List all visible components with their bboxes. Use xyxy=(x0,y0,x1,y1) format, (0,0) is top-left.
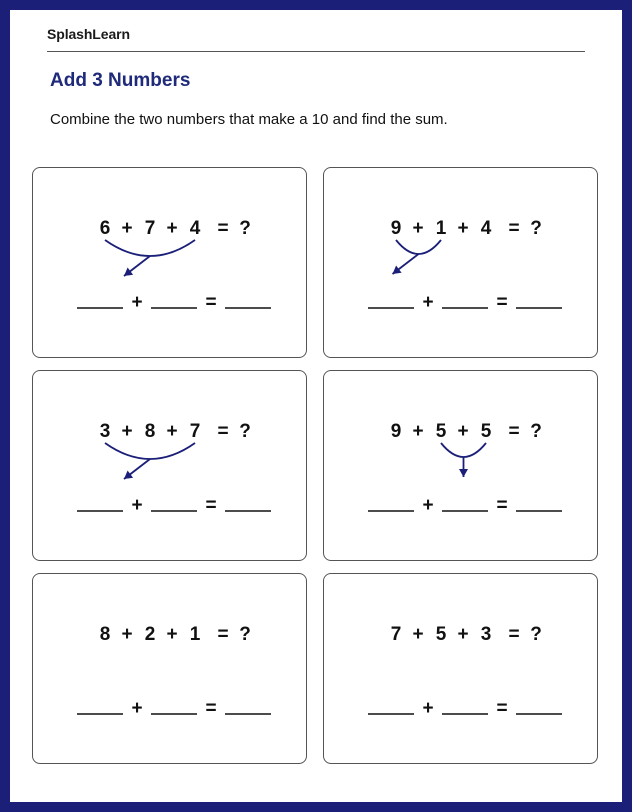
plus-sign: + xyxy=(412,421,424,442)
equation-term: 4 xyxy=(189,218,201,239)
equation-term: 1 xyxy=(435,218,447,239)
question-mark: ? xyxy=(530,218,542,239)
answer-equals-sign: = xyxy=(496,292,508,313)
answer-plus-sign: + xyxy=(131,292,143,313)
problem-card xyxy=(323,167,598,358)
plus-sign: + xyxy=(121,421,133,442)
grouping-bracket xyxy=(441,443,486,457)
problem-card xyxy=(323,370,598,561)
plus-sign: + xyxy=(457,624,469,645)
answer-equals-sign: = xyxy=(496,698,508,719)
plus-sign: + xyxy=(121,218,133,239)
arrow-head xyxy=(124,268,133,276)
equation-term: 5 xyxy=(480,421,492,442)
problem-figure xyxy=(324,574,597,763)
problem-card xyxy=(32,370,307,561)
worksheet-page xyxy=(10,10,622,802)
problem-card xyxy=(32,167,307,358)
answer-plus-sign: + xyxy=(131,495,143,516)
equals-sign: = xyxy=(217,218,229,239)
plus-sign: + xyxy=(166,218,178,239)
worksheet-title: Add 3 Numbers xyxy=(50,70,191,91)
problem-card xyxy=(32,573,307,764)
equation-term: 6 xyxy=(99,218,111,239)
equation-term: 9 xyxy=(390,218,402,239)
equals-sign: = xyxy=(217,624,229,645)
equation-term: 7 xyxy=(189,421,201,442)
answer-plus-sign: + xyxy=(422,698,434,719)
answer-equals-sign: = xyxy=(496,495,508,516)
equation-term: 3 xyxy=(99,421,111,442)
equation-term: 8 xyxy=(99,624,111,645)
problem-figure xyxy=(324,371,597,560)
equals-sign: = xyxy=(508,624,520,645)
equation-term: 8 xyxy=(144,421,156,442)
equals-sign: = xyxy=(508,421,520,442)
plus-sign: + xyxy=(412,218,424,239)
equation-term: 1 xyxy=(189,624,201,645)
answer-equals-sign: = xyxy=(205,292,217,313)
question-mark: ? xyxy=(530,421,542,442)
problem-figure xyxy=(33,574,306,763)
answer-plus-sign: + xyxy=(422,495,434,516)
plus-sign: + xyxy=(457,421,469,442)
header-divider xyxy=(47,51,585,52)
equation-term: 2 xyxy=(144,624,156,645)
question-mark: ? xyxy=(239,218,251,239)
equation-term: 5 xyxy=(435,624,447,645)
arrow-head xyxy=(393,266,402,274)
question-mark: ? xyxy=(239,624,251,645)
equation-term: 4 xyxy=(480,218,492,239)
answer-plus-sign: + xyxy=(422,292,434,313)
plus-sign: + xyxy=(166,421,178,442)
problem-figure xyxy=(33,168,306,357)
equation-term: 9 xyxy=(390,421,402,442)
plus-sign: + xyxy=(121,624,133,645)
problem-figure xyxy=(324,168,597,357)
plus-sign: + xyxy=(457,218,469,239)
grouping-bracket xyxy=(105,240,195,256)
arrow-head xyxy=(459,469,468,477)
equation-term: 5 xyxy=(435,421,447,442)
plus-sign: + xyxy=(166,624,178,645)
grouping-bracket xyxy=(396,240,441,254)
brand-logo: SplashLearn xyxy=(47,26,130,42)
answer-equals-sign: = xyxy=(205,698,217,719)
equation-term: 3 xyxy=(480,624,492,645)
problem-card xyxy=(323,573,598,764)
grouping-bracket xyxy=(105,443,195,459)
problem-figure xyxy=(33,371,306,560)
instructions: Combine the two numbers that make a 10 and find the sum. xyxy=(50,111,448,128)
answer-equals-sign: = xyxy=(205,495,217,516)
equation-term: 7 xyxy=(144,218,156,239)
equals-sign: = xyxy=(217,421,229,442)
answer-plus-sign: + xyxy=(131,698,143,719)
equals-sign: = xyxy=(508,218,520,239)
arrow-head xyxy=(124,471,133,479)
question-mark: ? xyxy=(239,421,251,442)
equation-term: 7 xyxy=(390,624,402,645)
question-mark: ? xyxy=(530,624,542,645)
plus-sign: + xyxy=(412,624,424,645)
